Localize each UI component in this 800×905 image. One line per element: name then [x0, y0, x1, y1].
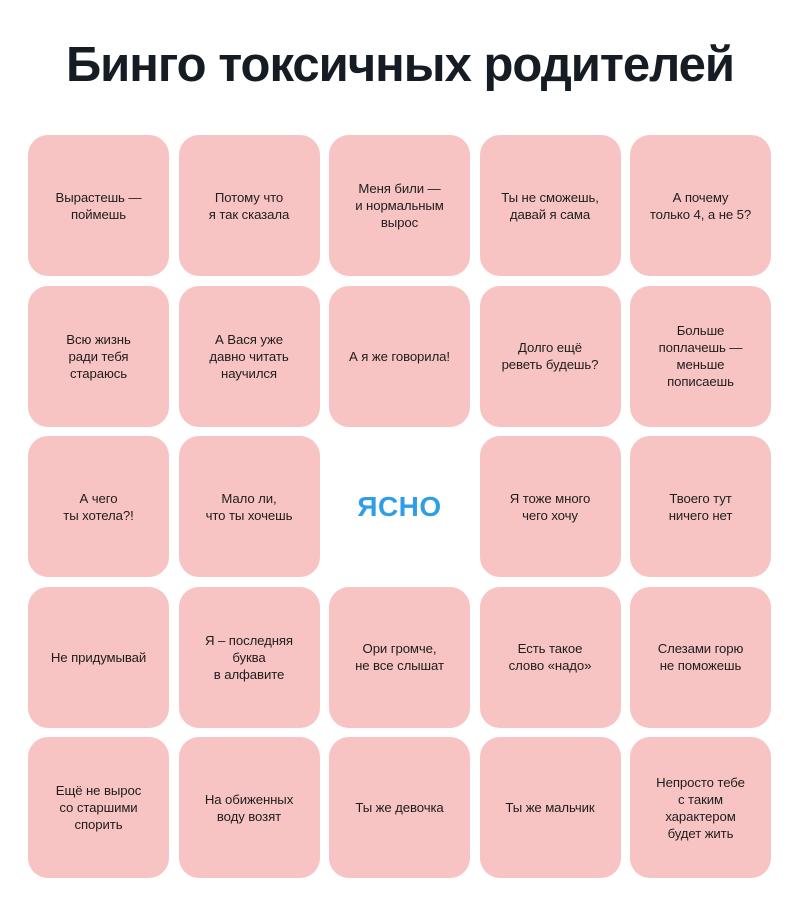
bingo-cell-text: Больше поплачешь — меньше пописаешь	[658, 323, 743, 389]
bingo-cell	[630, 135, 771, 276]
bingo-cell-text: Долго ещё реветь будешь?	[501, 340, 599, 372]
bingo-cell-text: Слезами горю не поможешь	[657, 641, 744, 673]
bingo-cell	[480, 587, 621, 728]
bingo-cell	[329, 737, 470, 878]
bingo-cell	[179, 135, 320, 276]
bingo-cell-text: Я тоже много чего хочу	[509, 490, 591, 523]
bingo-cell-text: Не придумывай	[50, 649, 147, 665]
bingo-cell	[179, 737, 320, 878]
bingo-cell-text: Мало ли, что ты хочешь	[205, 490, 293, 523]
bingo-cell	[28, 286, 169, 427]
bingo-grid	[28, 135, 771, 878]
page-title: Бинго токсичных родителей	[65, 38, 735, 92]
bingo-cell-text: Ори громче, не все слышат	[355, 641, 444, 673]
bingo-cell-text: Ты же мальчик	[505, 800, 595, 815]
bingo-cell	[480, 436, 621, 577]
bingo-cell	[28, 436, 169, 577]
bingo-cell	[329, 286, 470, 427]
bingo-cell-text: Ты же девочка	[355, 800, 444, 815]
free-cell-text: ЯСНО	[357, 490, 442, 522]
bingo-cell-text: Непросто тебе с таким характером будет жить	[656, 774, 745, 841]
bingo-cell-text: А чего ты хотела?!	[63, 490, 134, 523]
bingo-free-cell	[329, 436, 470, 577]
bingo-cell-text: Ещё не вырос со старшими спорить	[55, 783, 142, 832]
bingo-cell	[179, 587, 320, 728]
bingo-cell	[329, 135, 470, 276]
bingo-cell	[179, 286, 320, 427]
bingo-cell	[179, 436, 320, 577]
bingo-cell-text: Я – последняя буква в алфавите	[205, 632, 293, 682]
bingo-cell-text: Потому что я так сказала	[208, 189, 290, 222]
bingo-cell	[630, 436, 771, 577]
bingo-cell	[630, 737, 771, 878]
bingo-cell	[329, 587, 470, 728]
bingo-cell	[28, 135, 169, 276]
bingo-cell-text: На обиженных воду возят	[204, 791, 294, 824]
bingo-cell-text: Меня били — и нормальным вырос	[355, 181, 444, 230]
bingo-cell	[28, 737, 169, 878]
bingo-cell-text: Ты не сможешь, давай я сама	[501, 189, 599, 222]
bingo-cell-text: Всю жизнь ради тебя стараюсь	[66, 331, 131, 381]
bingo-cell-text: Твоего тут ничего нет	[668, 490, 733, 523]
bingo-cell-text: Есть такое слово «надо»	[508, 641, 592, 673]
bingo-cell-text: А Вася уже давно читать научился	[209, 331, 289, 381]
bingo-cell	[630, 286, 771, 427]
bingo-cell	[28, 587, 169, 728]
bingo-cell	[480, 135, 621, 276]
bingo-cell-text: А я же говорила!	[349, 348, 450, 364]
bingo-cell-text: Вырастешь — поймешь	[55, 189, 142, 222]
bingo-cell	[480, 737, 621, 878]
bingo-cell-text: А почему только 4, а не 5?	[649, 189, 752, 222]
bingo-cell	[630, 587, 771, 728]
bingo-cell	[480, 286, 621, 427]
